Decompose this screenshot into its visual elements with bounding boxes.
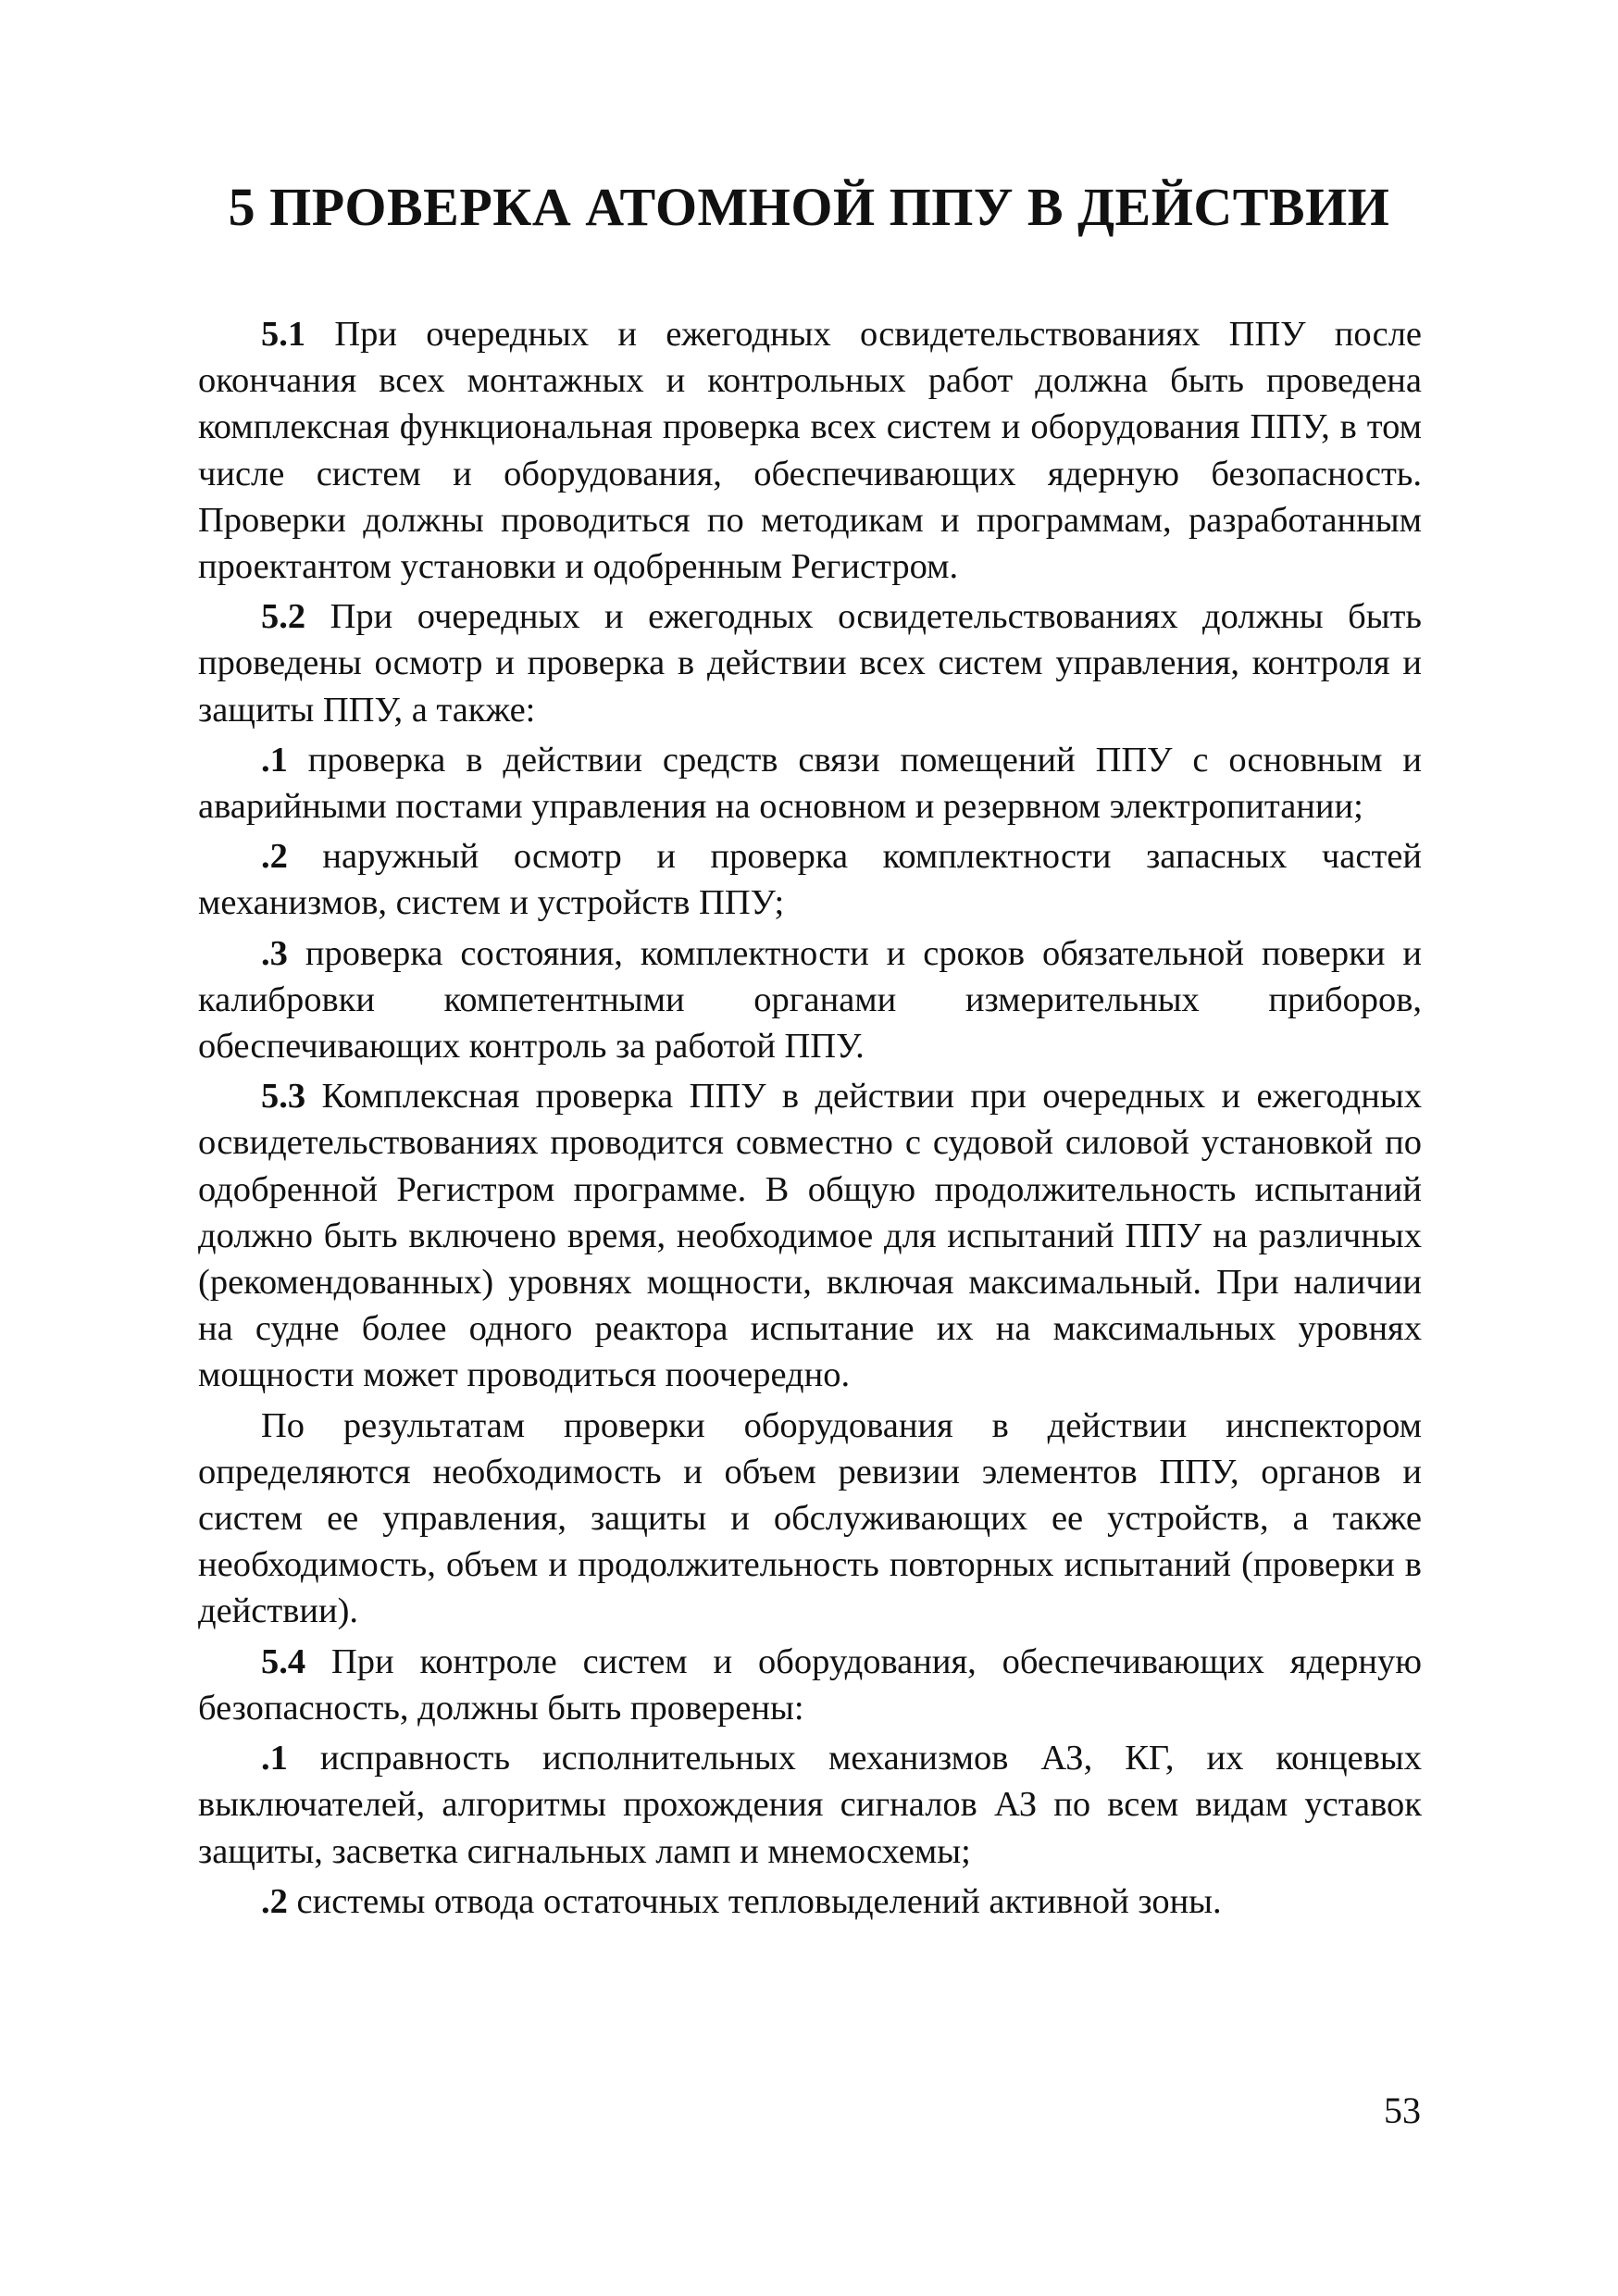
paragraph-5-3	[198, 1073, 1422, 1398]
paragraph-5-2	[198, 593, 1422, 733]
list-item-number: .1	[261, 1739, 288, 1778]
list-item-text: проверка состояния, комплектности и сроков обязательной поверки и калибровки компетентными органами измерительных приборов, обеспечивающих контроль за работой ППУ.	[198, 933, 1422, 1067]
list-item-number: .3	[261, 933, 288, 973]
list-item-text: проверка в действии средств связи помещений ППУ с основным и аварийными постами управления на основном и резервном электропитании;	[198, 740, 1422, 827]
list-item-text: исправность исполнительных механизмов АЗ, КГ, их концевых выключателей, алгоритмы прохождения сигналов АЗ по всем видам уставок защиты, засветка сигнальных ламп и мнемосхемы;	[198, 1739, 1422, 1871]
list-item-text: наружный осмотр и проверка комплектности запасных частей механизмов, систем и устройств ППУ;	[198, 837, 1422, 923]
section-title: 5 ПРОВЕРКА АТОМНОЙ ППУ В ДЕЙСТВИИ	[228, 177, 1390, 237]
paragraph-number: 5.1	[261, 315, 306, 354]
paragraph-number: 5.2	[261, 597, 306, 637]
list-item-5-4-1	[198, 1735, 1422, 1875]
paragraph-number: 5.3	[261, 1077, 306, 1117]
list-item-number: .2	[261, 837, 288, 877]
list-item-5-2-2	[198, 833, 1422, 926]
list-item-5-4-2	[198, 1878, 1422, 1925]
paragraph-text: Комплексная проверка ППУ в действии при очередных и ежегодных освидетельствованиях проводится совместно с судовой силовой установкой по одобренной Регистром программе. В общую продолжительность испытаний должно быть включено время, необходимое для испытаний ППУ на различных (рекомендованных) уровнях мощности, включая максимальный. При наличии на судне более одного реактора испытание их на максимальных уровнях мощности может проводиться поочередно.	[198, 1077, 1422, 1395]
list-item-5-2-1	[198, 737, 1422, 830]
page-number: 53	[1384, 2090, 1421, 2131]
list-item-number: .1	[261, 740, 288, 780]
section-body	[198, 311, 1422, 1928]
list-item-number: .2	[261, 1881, 288, 1921]
paragraph-text: При очередных и ежегодных освидетельствованиях должны быть проведены осмотр и проверка в действии всех систем управления, контроля и защиты ППУ, а также:	[198, 597, 1422, 730]
paragraph-text: При очередных и ежегодных освидетельствованиях ППУ после окончания всех монтажных и контрольных работ должна быть проведена комплексная функциональная проверка всех систем и оборудования ППУ, в том числе систем и оборудования, обеспечивающих ядерную безопасность. Проверки должны проводиться по методикам и программам, разработанным проектантом установки и одобренным Регистром.	[198, 315, 1422, 587]
paragraph-5-4	[198, 1639, 1422, 1731]
paragraph-5-3-continued	[198, 1403, 1422, 1635]
paragraph-text: По результатам проверки оборудования в действии инспектором определяются необходимость и объем ревизии элементов ППУ, органов и систем ее управления, защиты и обслуживающих ее устройств, а также необходимость, объем и продолжительность повторных испытаний (проверки в действии).	[198, 1405, 1422, 1631]
paragraph-5-1	[198, 311, 1422, 590]
paragraph-number: 5.4	[261, 1641, 306, 1681]
paragraph-text: При контроле систем и оборудования, обеспечивающих ядерную безопасность, должны быть проверены:	[198, 1641, 1422, 1728]
list-item-5-2-3	[198, 930, 1422, 1070]
list-item-text: системы отвода остаточных тепловыделений активной зоны.	[287, 1881, 1222, 1921]
